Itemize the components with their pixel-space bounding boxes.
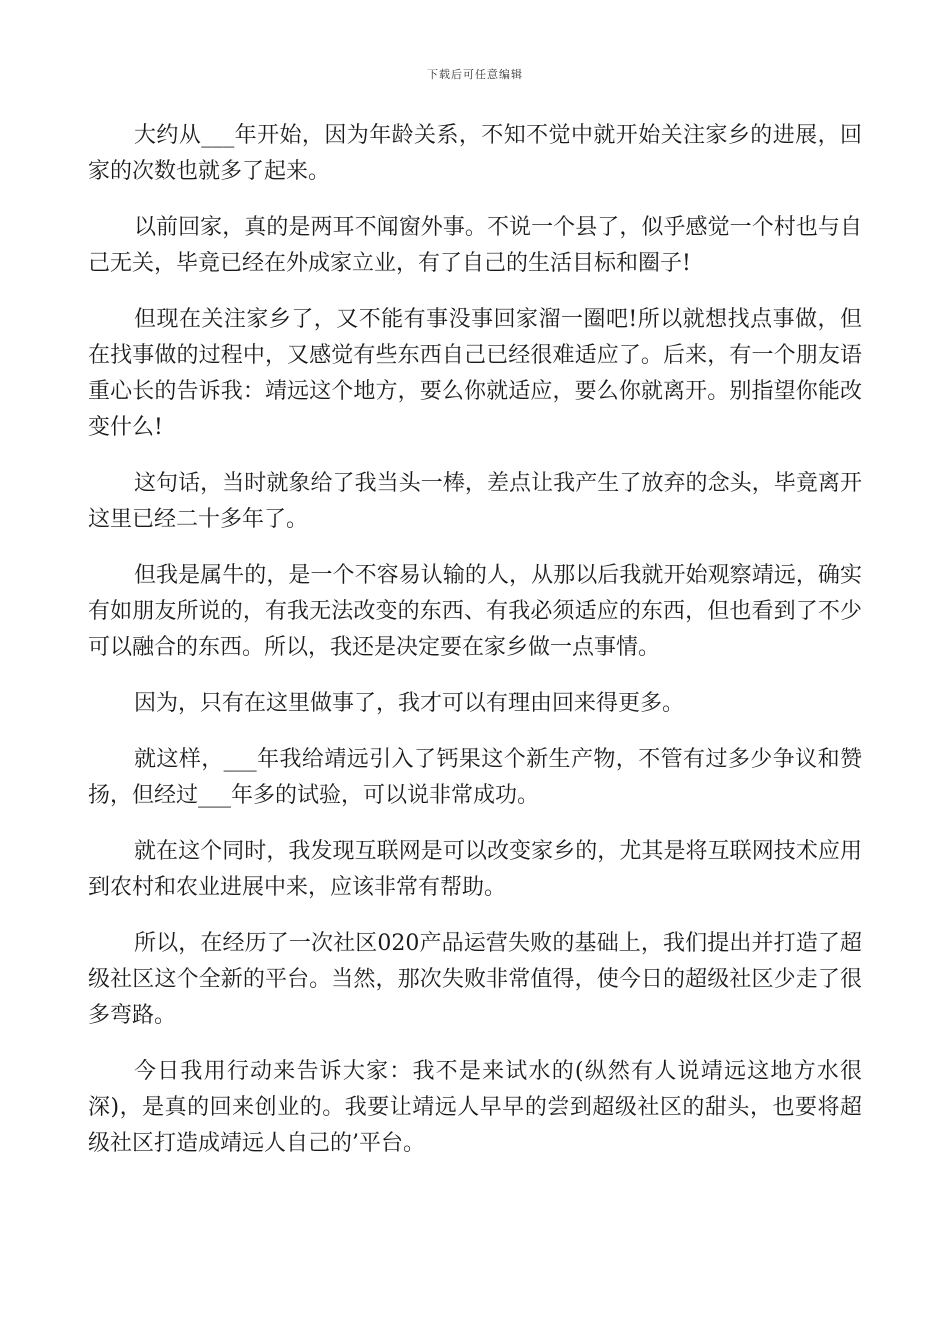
paragraph-4: 这句话，当时就象给了我当头一棒，差点让我产生了放弃的念头，毕竟离开这里已经二十多年了。 <box>88 471 862 532</box>
paragraph-5: 但我是属牛的，是一个不容易认输的人，从那以后我就开始观察靖远，确实有如朋友所说的，有我无法改变的东西、有我必须适应的东西，但也看到了不少可以融合的东西。所以，我还是决定要在家乡做一点事情。 <box>88 563 862 660</box>
paragraph-2: 以前回家，真的是两耳不闻窗外事。不说一个县了，似乎感觉一个村也与自己无关，毕竟已经在外成家立业，有了自己的生活目标和圈子! <box>88 215 862 276</box>
page-header-note: 下载后可任意编辑 <box>427 68 523 81</box>
paragraph-8: 就在这个同时，我发现互联网是可以改变家乡的，尤其是将互联网技术应用到农村和农业进展中来，应该非常有帮助。 <box>88 839 862 900</box>
paragraph-7: 就这样，___年我给靖远引入了钙果这个新生产物，不管有过多少争议和赞扬，但经过___年多的试验，可以说非常成功。 <box>88 747 862 808</box>
paragraph-10: 今日我用行动来告诉大家：我不是来试水的(纵然有人说靖远这地方水很深)，是真的回来创业的。我要让靖远人早早的尝到超级社区的甜头，也要将超级社区打造成靖远人自己的’平台。 <box>88 1059 862 1156</box>
paragraph-9: 所以，在经历了一次社区020产品运营失败的基础上，我们提出并打造了超级社区这个全新的平台。当然，那次失败非常值得，使今日的超级社区少走了很多弯路。 <box>88 931 862 1028</box>
paragraph-3: 但现在关注家乡了，又不能有事没事回家溜一圈吧!所以就想找点事做，但在找事做的过程中，又感觉有些东西自己已经很难适应了。后来，有一个朋友语重心长的告诉我：靖远这个地方，要么你就适应，要么你就离开。别指望你能改变什么! <box>88 307 862 440</box>
paragraph-6: 因为，只有在这里做事了，我才可以有理由回来得更多。 <box>134 691 685 716</box>
paragraph-1: 大约从___年开始，因为年龄关系，不知不觉中就开始关注家乡的进展，回家的次数也就多了起来。 <box>88 123 862 184</box>
article-body <box>88 118 862 1182</box>
